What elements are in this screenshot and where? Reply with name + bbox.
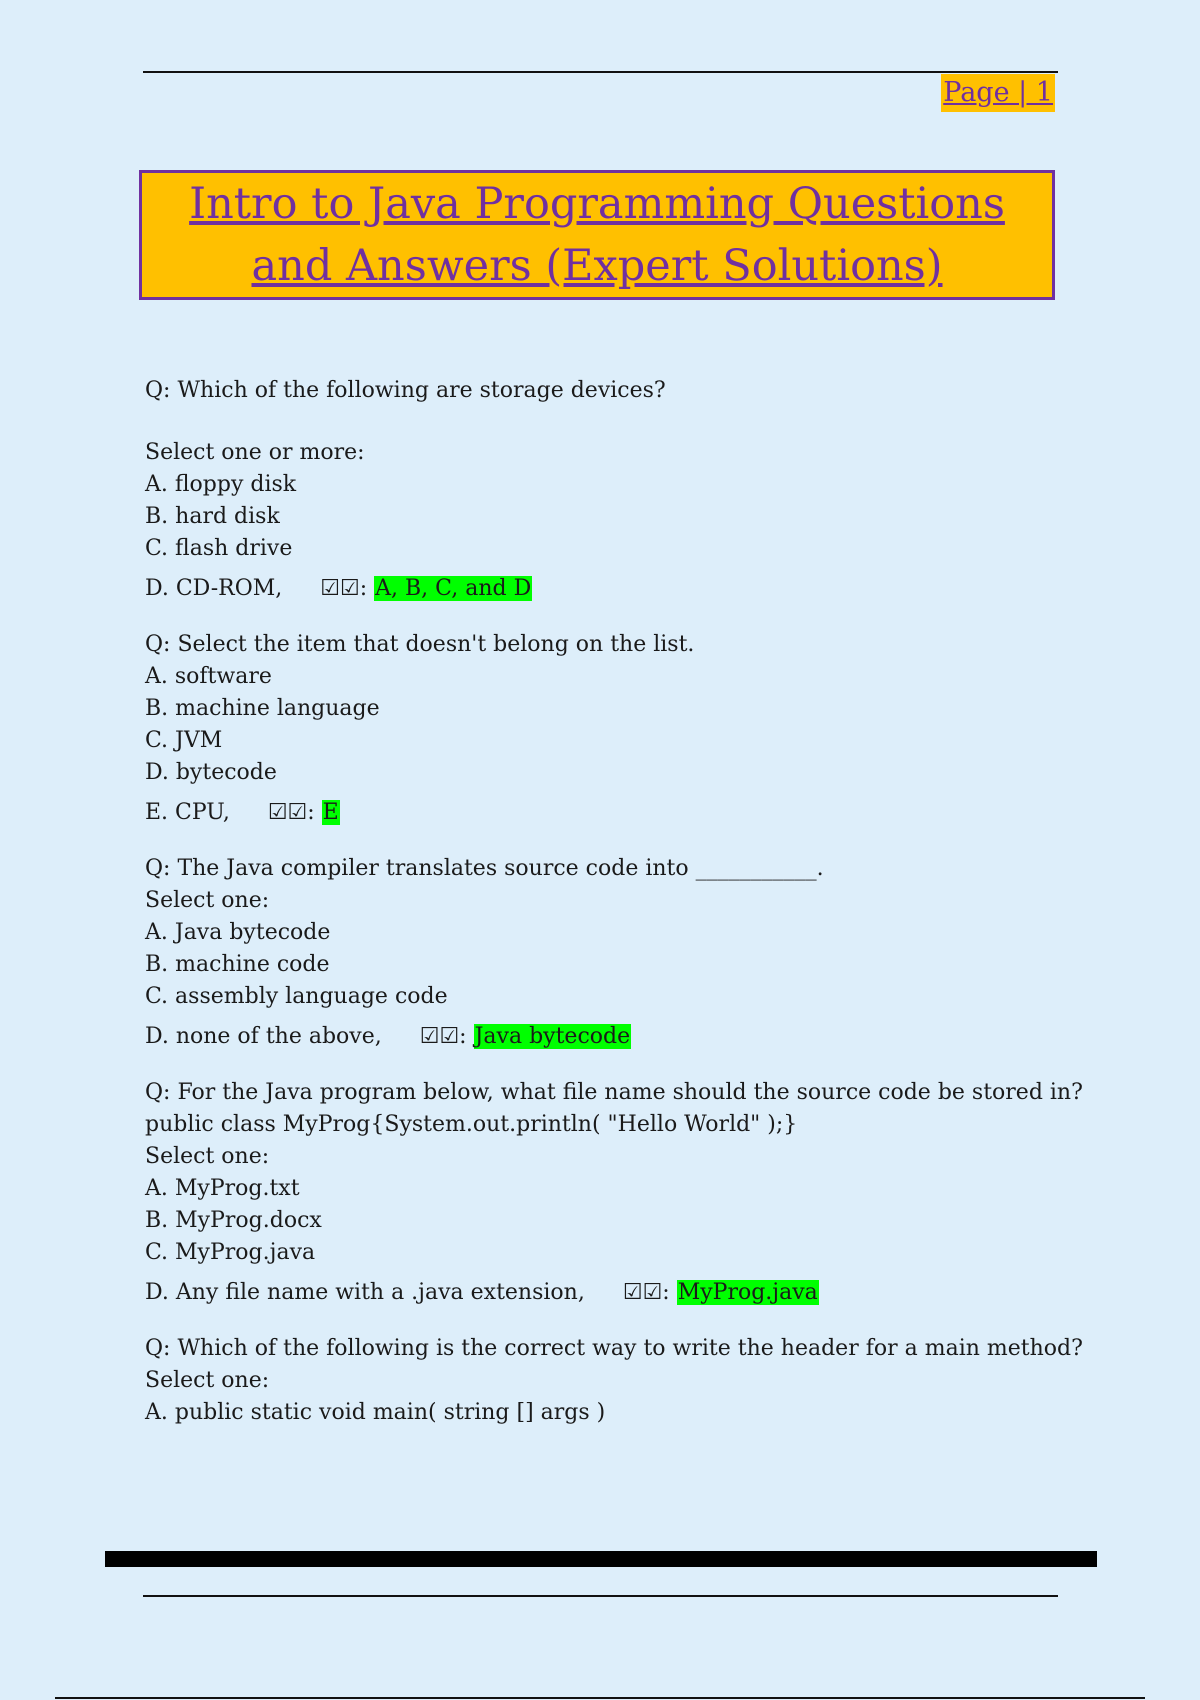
option: A. floppy disk	[145, 472, 297, 497]
footer-edge-rule	[55, 1697, 1145, 1699]
answer-highlight: Java bytecode	[474, 1024, 631, 1049]
option: D. Any file name with a .java extension,	[145, 1280, 585, 1305]
question-block	[145, 1077, 1083, 1309]
answer-line	[145, 573, 1065, 605]
question-prompt: Select one:	[145, 1368, 270, 1393]
option: B. MyProg.docx	[145, 1208, 322, 1233]
option: B. machine language	[145, 696, 380, 721]
header-rule	[143, 71, 1058, 73]
question-prompt: Select one:	[145, 888, 270, 913]
checkmark-icon: ☑☑:	[622, 1280, 670, 1305]
answer-line	[145, 1021, 1065, 1053]
option: B. hard disk	[145, 504, 280, 529]
option: C. flash drive	[145, 536, 293, 561]
questions-list	[145, 375, 1083, 1453]
option: A. software	[145, 664, 272, 689]
option: D. bytecode	[145, 760, 277, 785]
answer-highlight: MyProg.java	[677, 1280, 818, 1305]
question-block	[145, 853, 1065, 1053]
answer-highlight: A, B, C, and D	[375, 576, 532, 601]
code-snippet: public class MyProg{System.out.println( "Hello World" );}	[145, 1112, 798, 1137]
question-text: Q: For the Java program below, what file name should the source code be stored in?	[145, 1080, 1083, 1105]
option: A. MyProg.txt	[145, 1176, 300, 1201]
option: D. none of the above,	[145, 1024, 382, 1049]
answer-line	[145, 797, 1065, 829]
question-block	[145, 375, 1065, 605]
option: B. machine code	[145, 952, 330, 977]
document-title: Intro to Java Programming Questions and Answers (Expert Solutions)	[189, 179, 1005, 291]
question-text: Q: The Java compiler translates source code into ___________.	[145, 856, 824, 881]
checkmark-icon: ☑☑:	[419, 1024, 467, 1049]
checkmark-icon: ☑☑:	[267, 800, 315, 825]
answer-line	[145, 1277, 1065, 1309]
option: C. assembly language code	[145, 984, 448, 1009]
option: A. Java bytecode	[145, 920, 331, 945]
question-text: Q: Select the item that doesn't belong on the list.	[145, 632, 695, 657]
option: C. MyProg.java	[145, 1240, 316, 1265]
question-block	[145, 1333, 1083, 1429]
page-number: Page | 1	[941, 74, 1055, 112]
question-block	[145, 629, 1065, 829]
question-text: Q: Which of the following is the correct way to write the header for a main method?	[145, 1336, 1083, 1361]
footer-rule	[143, 1595, 1058, 1597]
title-box	[139, 170, 1055, 300]
question-prompt: Select one or more:	[145, 440, 365, 465]
option: C. JVM	[145, 728, 223, 753]
option: D. CD-ROM,	[145, 576, 283, 601]
option: A. public static void main( string [] args )	[145, 1400, 606, 1425]
answer-highlight: E	[322, 800, 339, 825]
option: E. CPU,	[145, 800, 230, 825]
page-break-rule	[105, 1551, 1097, 1567]
question-text: Q: Which of the following are storage devices?	[145, 378, 666, 403]
checkmark-icon: ☑☑:	[320, 576, 368, 601]
question-prompt: Select one:	[145, 1144, 270, 1169]
